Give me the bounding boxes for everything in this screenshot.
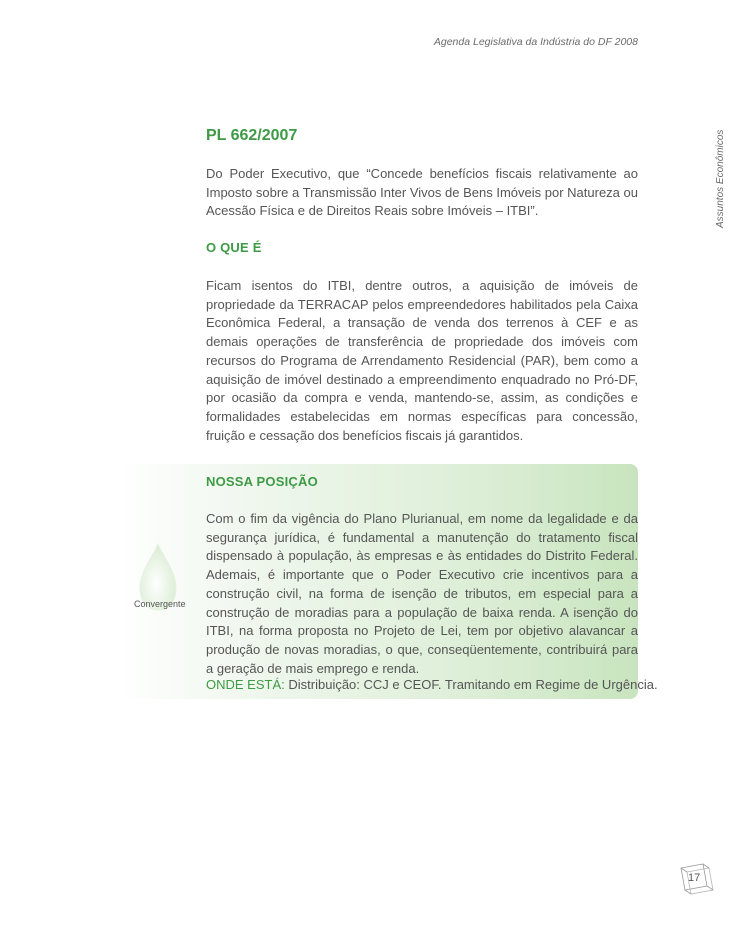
where-line [206, 677, 658, 692]
bill-title: PL 662/2007 [206, 127, 298, 144]
position-heading: NOSSA POSIÇÃO [206, 474, 318, 489]
what-is-heading: O QUE É [206, 240, 262, 255]
where-label: ONDE ESTÁ: [206, 677, 285, 692]
what-is-body: Ficam isentos do ITBI, dentre outros, a aquisição de imóveis de propriedade da TERRACAP pelos empreendedores habilitados pela Caixa Econômica Federal, a transação de venda dos terrenos à CEF e as demais operações de transferência de propriedade dos imóveis com recursos do Programa de Arrendamento Residencial (PAR), bem como a aquisição de imóvel destinado a empreendimento enquadrado no Pró-DF, por ocasião da compra e venda, mantendo-se, assim, as condições e formalidades estabelecidas em normas específicas para concessão, fruição e cessação dos benefícios fiscais já garantidos. [206, 278, 638, 443]
position-badge-label: Convergente [134, 599, 186, 609]
where-value: Distribuição: CCJ e CEOF. Tramitando em Regime de Urgência. [288, 677, 658, 692]
running-header: Agenda Legislativa da Indústria do DF 2008 [433, 36, 638, 48]
bill-intro: Do Poder Executivo, que “Concede benefícios fiscais relativamente ao Imposto sobre a Transmissão Inter Vivos de Bens Imóveis por Natureza ou Acessão Física e de Direitos Reais sobre Imóveis – ITBI”. [206, 166, 638, 219]
section-side-label: Assuntos Econômicos [715, 129, 726, 228]
page-number: 17 [688, 872, 701, 884]
position-body: Com o fim da vigência do Plano Plurianual, em nome da legalidade e da segurança jurídica, é fundamental a manutenção do tratamento fiscal dispensado à população, às empresas e às entidades do Distrito Federal. Ademais, é importante que o Poder Executivo crie incentivos para a construção civil, na forma de isenção de tributos, em especial para a construção de moradias para a população de baixa renda. A isenção do ITBI, na forma proposta no Projeto de Lei, tem por objetivo alavancar a produção de novas moradias, o que, conseqüentemente, contribuirá para a geração de mais emprego e renda. [206, 511, 638, 676]
